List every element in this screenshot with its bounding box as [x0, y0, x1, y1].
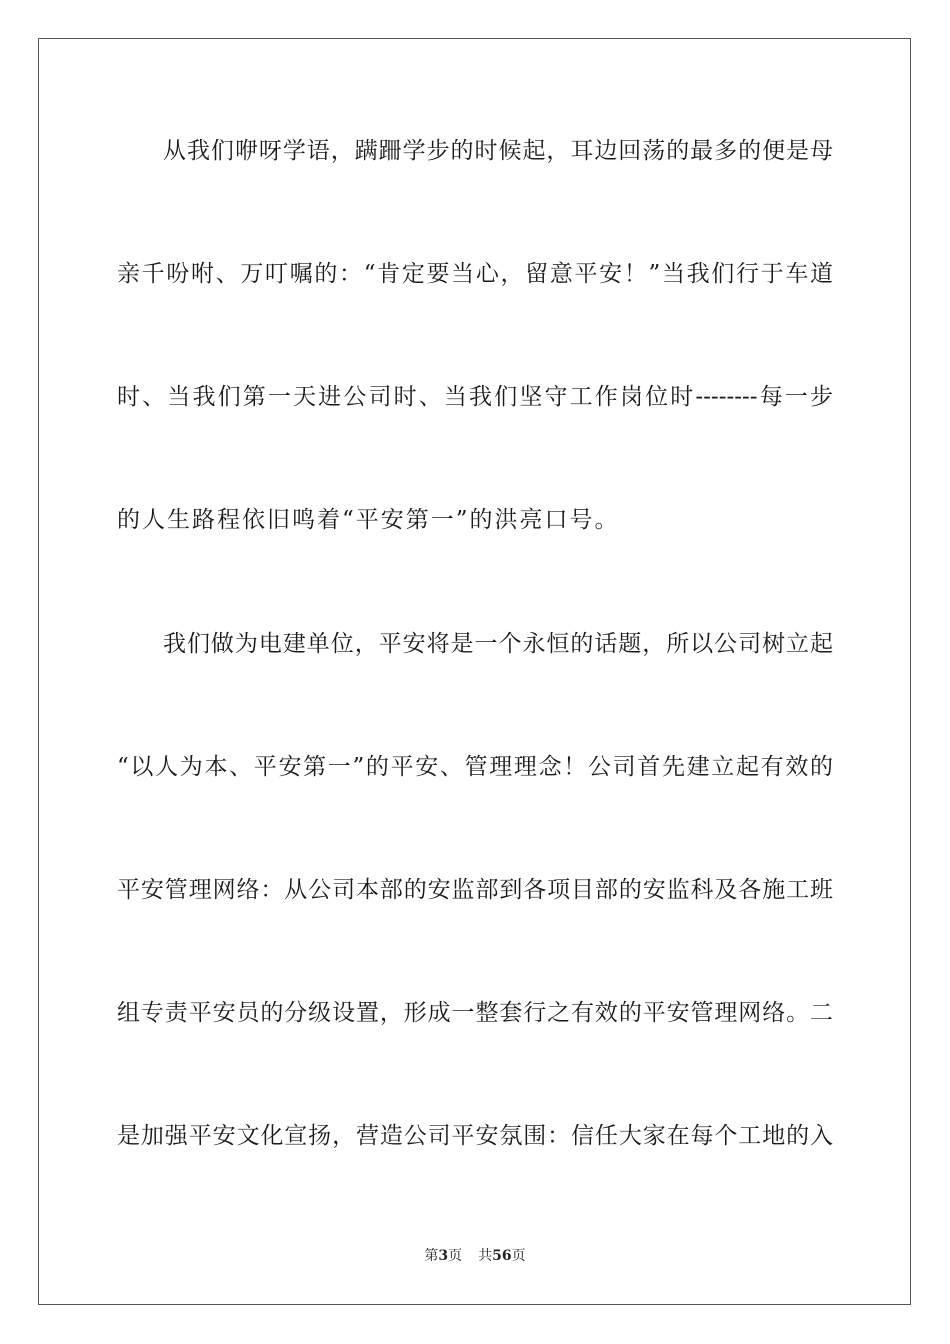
paragraph-1-line-2: 亲千吩咐、万叮嘱的：“肯定要当心，留意平安！”当我们行于车道: [117, 261, 833, 287]
page-number: 3: [438, 1248, 449, 1264]
paragraph-2-line-1: 我们做为电建单位，平安将是一个永恒的话题，所以公司树立起: [163, 631, 833, 657]
paragraph-1-line-1: 从我们咿呀学语，蹒跚学步的时候起，耳边回荡的最多的便是母: [163, 138, 833, 164]
page-border: [38, 38, 911, 1305]
paragraph-2-line-5: 是加强平安文化宣扬，营造公司平安氛围：信任大家在每个工地的入: [117, 1123, 833, 1149]
page-prefix: 第: [424, 1248, 439, 1264]
paragraph-1-line-4: 的人生路程依旧鸣着“平安第一”的洪亮口号。: [117, 507, 620, 533]
total-prefix: 共: [478, 1248, 493, 1264]
total-suffix: 页: [511, 1248, 526, 1264]
page-suffix: 页: [448, 1248, 463, 1264]
page-footer: [0, 1247, 950, 1265]
total-pages: 56: [492, 1248, 512, 1264]
paragraph-2-line-4: 组专责平安员的分级设置，形成一整套行之有效的平安管理网络。二: [117, 1000, 833, 1026]
paragraph-2-line-2: “以人为本、平安第一”的平安、管理理念！公司首先建立起有效的: [117, 754, 833, 780]
paragraph-1-line-3: 时、当我们第一天进公司时、当我们坚守工作岗位时--------每一步: [117, 384, 833, 410]
paragraph-2-line-3: 平安管理网络：从公司本部的安监部到各项目部的安监科及各施工班: [117, 877, 833, 903]
